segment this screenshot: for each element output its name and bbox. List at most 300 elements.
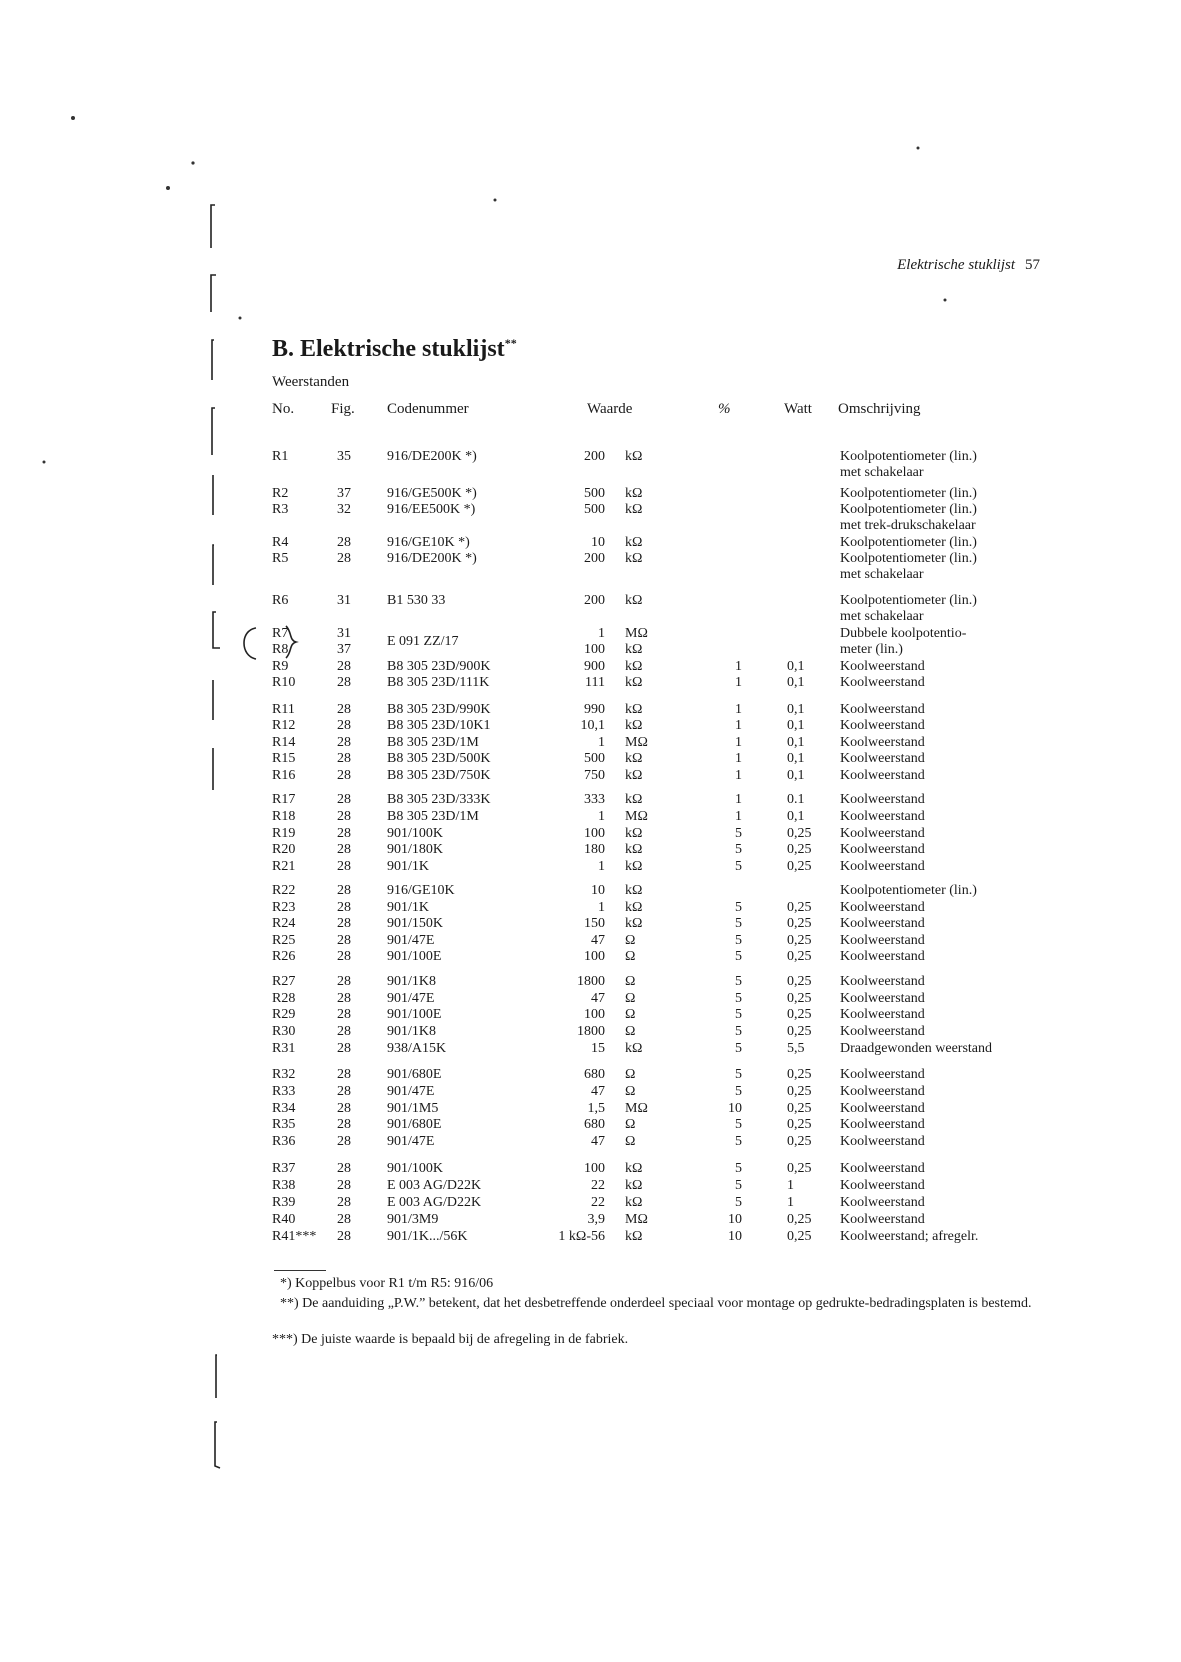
cell-code: 901/100E (387, 949, 442, 964)
margin-bracket (216, 1355, 217, 1398)
cell-description: Koolpotentiometer (lin.) (840, 551, 977, 566)
cell-fig: 28 (337, 809, 351, 824)
cell-value: 22 (591, 1195, 605, 1210)
cell-description: Koolweerstand (840, 718, 925, 733)
cell-percent: 1 (735, 792, 742, 807)
cell-description: Koolweerstand (840, 842, 925, 857)
cell-watt: 0,25 (787, 826, 812, 841)
cell-value: 100 (584, 949, 605, 964)
table-row (0, 566, 1181, 583)
cell-unit: kΩ (625, 551, 643, 566)
cell-value: 150 (584, 916, 605, 931)
cell-percent: 5 (735, 1084, 742, 1099)
cell-watt: 0,25 (787, 1134, 812, 1149)
table-row (0, 858, 1181, 875)
table-row (0, 608, 1181, 625)
cell-fig: 28 (337, 1212, 351, 1227)
cell-unit: kΩ (625, 702, 643, 717)
cell-fig: 37 (337, 642, 351, 657)
cell-percent: 1 (735, 718, 742, 733)
cell-description: Koolpotentiometer (lin.) (840, 593, 977, 608)
cell-no: R41*** (272, 1229, 317, 1244)
cell-code: 901/1K (387, 859, 429, 874)
cell-unit: kΩ (625, 1041, 643, 1056)
cell-no: R38 (272, 1178, 296, 1193)
cell-code: 901/1K8 (387, 1024, 436, 1039)
cell-description: met schakelaar (840, 567, 924, 582)
table-row (0, 932, 1181, 949)
cell-no: R8 (272, 642, 289, 657)
cell-code: 901/680E (387, 1067, 442, 1082)
cell-percent: 5 (735, 1178, 742, 1193)
cell-code: 916/DE200K *) (387, 551, 477, 566)
table-row (0, 517, 1181, 534)
cell-unit: kΩ (625, 768, 643, 783)
cell-code: E 091 ZZ/17 (387, 634, 459, 649)
cell-watt: 0,25 (787, 1024, 812, 1039)
table-row (0, 750, 1181, 767)
cell-description: Koolweerstand (840, 933, 925, 948)
cell-no: R36 (272, 1134, 296, 1149)
cell-unit: Ω (625, 1084, 636, 1099)
cell-value: 200 (584, 593, 605, 608)
cell-description: Koolweerstand (840, 1084, 925, 1099)
table-row (0, 674, 1181, 691)
cell-fig: 28 (337, 842, 351, 857)
cell-unit: kΩ (625, 751, 643, 766)
cell-percent: 1 (735, 675, 742, 690)
cell-watt: 0,1 (787, 768, 805, 783)
cell-percent: 5 (735, 933, 742, 948)
cell-code: B8 305 23D/750K (387, 768, 491, 783)
margin-bracket (211, 205, 215, 248)
table-row (0, 592, 1181, 609)
cell-watt: 0,25 (787, 1229, 812, 1244)
col-header-no: No. (272, 401, 295, 417)
cell-code: 901/150K (387, 916, 443, 931)
table-row (0, 734, 1181, 751)
cell-no: R29 (272, 1007, 296, 1022)
table-row (0, 1066, 1181, 1083)
cell-unit: Ω (625, 974, 636, 989)
cell-unit: kΩ (625, 642, 643, 657)
cell-description: met schakelaar (840, 609, 924, 624)
cell-description: Koolweerstand (840, 1212, 925, 1227)
cell-no: R16 (272, 768, 296, 783)
cell-code: 901/47E (387, 933, 435, 948)
cell-watt: 0.1 (787, 792, 805, 807)
cell-percent: 5 (735, 1024, 742, 1039)
cell-code: 901/1K8 (387, 974, 436, 989)
cell-no: R4 (272, 535, 289, 550)
cell-value: 333 (584, 792, 605, 807)
cell-no: R23 (272, 900, 296, 915)
cell-fig: 31 (337, 593, 351, 608)
cell-code: E 003 AG/D22K (387, 1178, 482, 1193)
cell-no: R3 (272, 502, 289, 517)
cell-watt: 0,1 (787, 735, 805, 750)
cell-description: Koolweerstand (840, 1067, 925, 1082)
cell-description: Koolweerstand (840, 768, 925, 783)
col-header-fig: Fig. (331, 401, 355, 417)
cell-code: B8 305 23D/1M (387, 809, 479, 824)
cell-no: R7 (272, 626, 289, 641)
table-row (0, 973, 1181, 990)
cell-unit: kΩ (625, 593, 643, 608)
cell-fig: 28 (337, 1134, 351, 1149)
cell-no: R33 (272, 1084, 296, 1099)
scan-speck (191, 161, 194, 164)
table-row (0, 915, 1181, 932)
cell-description: Koolweerstand (840, 809, 925, 824)
cell-code: B8 305 23D/900K (387, 659, 491, 674)
cell-code: 901/1K (387, 900, 429, 915)
cell-unit: kΩ (625, 718, 643, 733)
cell-no: R17 (272, 792, 296, 807)
cell-unit: kΩ (625, 449, 643, 464)
footnote-2: **) De aanduiding „P.W.” betekent, dat het desbetreffende onderdeel speciaal voor montage op gedrukte-bedradingsplaten is bestemd. (280, 1296, 1032, 1311)
cell-watt: 0,25 (787, 1007, 812, 1022)
cell-watt: 0,25 (787, 1117, 812, 1132)
cell-description: Koolpotentiometer (lin.) (840, 486, 977, 501)
table-row (0, 1228, 1181, 1245)
cell-value: 47 (591, 933, 605, 948)
cell-value: 990 (584, 702, 605, 717)
cell-unit: kΩ (625, 883, 643, 898)
table-row (0, 658, 1181, 675)
cell-description: Koolpotentiometer (lin.) (840, 502, 977, 517)
cell-code: 901/180K (387, 842, 443, 857)
cell-percent: 5 (735, 900, 742, 915)
running-head-title: Elektrische stuklijst (897, 257, 1015, 273)
table-row (0, 1040, 1181, 1057)
cell-code: 916/DE200K *) (387, 449, 477, 464)
table-row (0, 1100, 1181, 1117)
cell-percent: 5 (735, 949, 742, 964)
col-header-code: Codenummer (387, 401, 469, 417)
cell-no: R1 (272, 449, 289, 464)
cell-value: 750 (584, 768, 605, 783)
cell-no: R30 (272, 1024, 296, 1039)
cell-percent: 1 (735, 702, 742, 717)
table-row (0, 825, 1181, 842)
margin-bracket (211, 275, 216, 312)
cell-watt: 0,25 (787, 916, 812, 931)
cell-no: R32 (272, 1067, 296, 1082)
cell-description: Koolweerstand (840, 949, 925, 964)
cell-fig: 28 (337, 1007, 351, 1022)
cell-description: Koolweerstand (840, 826, 925, 841)
cell-value: 200 (584, 449, 605, 464)
cell-fig: 28 (337, 735, 351, 750)
cell-code: 901/47E (387, 1134, 435, 1149)
cell-percent: 10 (728, 1229, 742, 1244)
table-row (0, 717, 1181, 734)
cell-value: 200 (584, 551, 605, 566)
table-row (0, 791, 1181, 808)
cell-description: meter (lin.) (840, 642, 903, 657)
cell-percent: 5 (735, 826, 742, 841)
cell-unit: kΩ (625, 1161, 643, 1176)
cell-fig: 28 (337, 974, 351, 989)
cell-value: 47 (591, 1084, 605, 1099)
cell-percent: 5 (735, 1161, 742, 1176)
table-row (0, 1083, 1181, 1100)
cell-watt: 0,25 (787, 1067, 812, 1082)
cell-description: Koolweerstand (840, 1161, 925, 1176)
cell-description: Koolweerstand (840, 751, 925, 766)
table-row (0, 767, 1181, 784)
cell-fig: 28 (337, 792, 351, 807)
cell-unit: MΩ (625, 809, 648, 824)
cell-unit: kΩ (625, 859, 643, 874)
cell-description: Koolweerstand; afregelr. (840, 1229, 979, 1244)
cell-watt: 5,5 (787, 1041, 805, 1056)
cell-percent: 1 (735, 659, 742, 674)
cell-watt: 0,25 (787, 933, 812, 948)
cell-percent: 10 (728, 1212, 742, 1227)
cell-unit: Ω (625, 1024, 636, 1039)
cell-unit: kΩ (625, 826, 643, 841)
cell-no: R19 (272, 826, 296, 841)
cell-value: 1800 (577, 1024, 605, 1039)
cell-unit: Ω (625, 991, 636, 1006)
cell-unit: Ω (625, 949, 636, 964)
cell-watt: 0,1 (787, 751, 805, 766)
cell-percent: 5 (735, 1195, 742, 1210)
cell-no: R24 (272, 916, 296, 931)
cell-watt: 0,25 (787, 859, 812, 874)
table-row (0, 485, 1181, 502)
cell-watt: 1 (787, 1195, 794, 1210)
running-head (820, 257, 1040, 274)
cell-no: R18 (272, 809, 296, 824)
cell-description: Koolweerstand (840, 792, 925, 807)
cell-code: 901/3M9 (387, 1212, 439, 1227)
cell-unit: Ω (625, 1134, 636, 1149)
cell-unit: kΩ (625, 900, 643, 915)
cell-value: 1 (598, 809, 605, 824)
cell-watt: 0,25 (787, 900, 812, 915)
cell-code: B8 305 23D/333K (387, 792, 491, 807)
cell-fig: 28 (337, 1178, 351, 1193)
cell-value: 500 (584, 486, 605, 501)
table-row (0, 841, 1181, 858)
cell-percent: 5 (735, 1067, 742, 1082)
cell-fig: 28 (337, 916, 351, 931)
table-row (0, 1116, 1181, 1133)
cell-no: R22 (272, 883, 296, 898)
cell-value: 10 (591, 883, 605, 898)
cell-percent: 5 (735, 1041, 742, 1056)
cell-code: B1 530 33 (387, 593, 446, 608)
cell-watt: 0,25 (787, 1212, 812, 1227)
cell-description: Dubbele koolpotentio- (840, 626, 967, 641)
cell-value: 1 (598, 859, 605, 874)
scan-speck (494, 199, 497, 202)
cell-no: R14 (272, 735, 296, 750)
cell-percent: 10 (728, 1101, 742, 1116)
footnote-3: ***) De juiste waarde is bepaald bij de afregeling in de fabriek. (272, 1332, 629, 1347)
cell-description: Koolweerstand (840, 735, 925, 750)
cell-code: 901/100E (387, 1007, 442, 1022)
cell-unit: kΩ (625, 502, 643, 517)
cell-description: Koolweerstand (840, 1134, 925, 1149)
table-row (0, 448, 1181, 465)
cell-no: R15 (272, 751, 296, 766)
cell-watt: 0,25 (787, 1101, 812, 1116)
cell-percent: 1 (735, 735, 742, 750)
cell-description: Koolweerstand (840, 859, 925, 874)
cell-percent: 5 (735, 991, 742, 1006)
cell-fig: 28 (337, 1067, 351, 1082)
cell-fig: 28 (337, 883, 351, 898)
cell-value: 500 (584, 502, 605, 517)
cell-percent: 5 (735, 842, 742, 857)
cell-watt: 0,1 (787, 809, 805, 824)
cell-watt: 0,1 (787, 718, 805, 733)
cell-percent: 1 (735, 809, 742, 824)
cell-fig: 28 (337, 1117, 351, 1132)
col-header-desc: Omschrijving (838, 401, 921, 417)
cell-unit: kΩ (625, 675, 643, 690)
cell-no: R34 (272, 1101, 296, 1116)
table-row (0, 882, 1181, 899)
table-row (0, 899, 1181, 916)
cell-fig: 28 (337, 826, 351, 841)
cell-code: 901/47E (387, 1084, 435, 1099)
cell-watt: 0,25 (787, 974, 812, 989)
cell-percent: 5 (735, 1134, 742, 1149)
cell-unit: kΩ (625, 1229, 643, 1244)
cell-value: 900 (584, 659, 605, 674)
table-row (0, 1177, 1181, 1194)
cell-fig: 28 (337, 1041, 351, 1056)
cell-fig: 28 (337, 859, 351, 874)
cell-watt: 0,25 (787, 1161, 812, 1176)
cell-percent: 5 (735, 974, 742, 989)
cell-code: B8 305 23D/500K (387, 751, 491, 766)
table-row (0, 701, 1181, 718)
cell-value: 47 (591, 1134, 605, 1149)
margin-bracket (212, 340, 214, 380)
table-row (0, 1194, 1181, 1211)
cell-fig: 28 (337, 1161, 351, 1176)
cell-description: Koolweerstand (840, 900, 925, 915)
cell-code: B8 305 23D/111K (387, 675, 490, 690)
cell-no: R26 (272, 949, 296, 964)
cell-no: R35 (272, 1117, 296, 1132)
cell-description: Koolweerstand (840, 1024, 925, 1039)
cell-fig: 28 (337, 1101, 351, 1116)
cell-unit: kΩ (625, 792, 643, 807)
cell-description: Koolweerstand (840, 1195, 925, 1210)
cell-code: B8 305 23D/10K1 (387, 718, 491, 733)
cell-unit: MΩ (625, 735, 648, 750)
cell-no: R6 (272, 593, 289, 608)
cell-no: R12 (272, 718, 296, 733)
cell-unit: Ω (625, 1117, 636, 1132)
cell-description: Koolweerstand (840, 991, 925, 1006)
cell-value: 10 (591, 535, 605, 550)
cell-code: 916/EE500K *) (387, 502, 476, 517)
table-row (0, 1133, 1181, 1150)
cell-no: R31 (272, 1041, 296, 1056)
table-row (0, 634, 1181, 658)
table-row (0, 990, 1181, 1007)
cell-no: R25 (272, 933, 296, 948)
scan-speck (239, 317, 242, 320)
cell-description: Koolweerstand (840, 1007, 925, 1022)
section-heading-text: B. Elektrische stuklijst (272, 336, 505, 362)
cell-description: Koolweerstand (840, 675, 925, 690)
cell-code: 901/100K (387, 826, 443, 841)
cell-watt: 0,1 (787, 659, 805, 674)
cell-unit: Ω (625, 1007, 636, 1022)
cell-value: 100 (584, 1007, 605, 1022)
cell-description: Koolweerstand (840, 659, 925, 674)
page-number: 57 (1025, 257, 1040, 273)
cell-description: Koolpotentiometer (lin.) (840, 535, 977, 550)
subheading: Weerstanden (272, 374, 350, 390)
cell-fig: 28 (337, 551, 351, 566)
cell-unit: kΩ (625, 486, 643, 501)
cell-value: 1 kΩ-56 (558, 1229, 605, 1244)
table-row (0, 1006, 1181, 1023)
cell-fig: 28 (337, 933, 351, 948)
cell-no: R21 (272, 859, 296, 874)
cell-code: 901/680E (387, 1117, 442, 1132)
cell-value: 10,1 (580, 718, 605, 733)
cell-fig: 28 (337, 751, 351, 766)
cell-percent: 1 (735, 751, 742, 766)
footnote-1: *) Koppelbus voor R1 t/m R5: 916/06 (280, 1276, 494, 1291)
cell-code: 901/1K.../56K (387, 1229, 468, 1244)
scan-speck (944, 299, 947, 302)
cell-code: B8 305 23D/1M (387, 735, 479, 750)
cell-fig: 28 (337, 659, 351, 674)
cell-fig: 28 (337, 1229, 351, 1244)
cell-value: 22 (591, 1178, 605, 1193)
cell-watt: 1 (787, 1178, 794, 1193)
cell-description: met schakelaar (840, 465, 924, 480)
cell-unit: MΩ (625, 626, 648, 641)
col-header-pct: % (718, 401, 731, 417)
cell-value: 47 (591, 991, 605, 1006)
cell-code: 916/GE10K *) (387, 535, 470, 550)
cell-fig: 31 (337, 626, 351, 641)
table-row (0, 501, 1181, 518)
cell-watt: 0,25 (787, 949, 812, 964)
cell-fig: 28 (337, 949, 351, 964)
cell-unit: kΩ (625, 659, 643, 674)
cell-value: 1,5 (587, 1101, 605, 1116)
cell-value: 1 (598, 900, 605, 915)
table-row (0, 1023, 1181, 1040)
cell-no: R37 (272, 1161, 296, 1176)
cell-unit: kΩ (625, 1195, 643, 1210)
table-row (0, 464, 1181, 481)
cell-fig: 35 (337, 449, 351, 464)
cell-fig: 28 (337, 900, 351, 915)
cell-value: 111 (585, 675, 605, 690)
cell-description: Koolweerstand (840, 702, 925, 717)
cell-description: Koolpotentiometer (lin.) (840, 883, 977, 898)
cell-description: Koolweerstand (840, 1178, 925, 1193)
cell-code: 916/GE10K (387, 883, 455, 898)
cell-no: R10 (272, 675, 296, 690)
cell-no: R27 (272, 974, 296, 989)
